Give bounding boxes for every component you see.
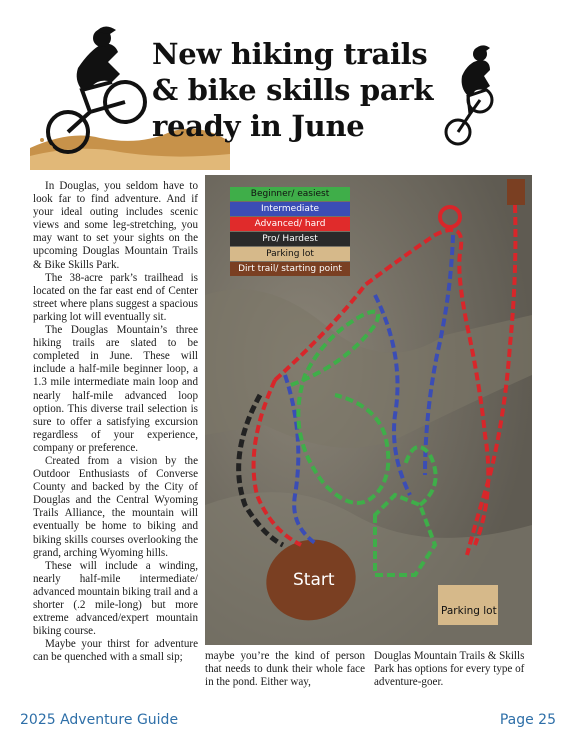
start-label: Start <box>293 570 335 590</box>
paragraph: Created from a vision by the Outdoor Enthusiasts of Converse County and backed by the City of Douglas and the Central Wyoming Trails Alliance, the mountain will eventually be home to biking and biking skills courses overlooking the grand, arching Wyoming hills. <box>33 454 198 559</box>
legend-item-parking: Parking lot <box>230 247 350 261</box>
paragraph: The Douglas Mountain’s three hiking trails are slated to be completed in June. These will include a half-mile beginner loop, a 1.3 mile intermediate main loop and nearly half-mile advanced loop option. This diverse trail selection is sure to offer a satisfying excursion regardless of your experience, company or preference. <box>33 324 198 454</box>
paragraph: These will include a winding, nearly half-mile intermediate/ advanced mountain biking trail and a shorter (.2 mile-long) but more extreme advanced/expert mountain biking course. <box>33 559 198 638</box>
footer-publication-name: 2025 Adventure Guide <box>20 712 179 728</box>
article-column-2-continuation: maybe you’re the kind of person that needs to dunk their whole face in the pond. Either way, <box>205 650 365 689</box>
trail-map <box>205 175 532 645</box>
map-caption: Douglas Mountain Trails & Skills Park has options for every type of adventure-goer. <box>374 650 525 689</box>
paragraph: In Douglas, you seldom have to look far to find adventure. And if your ideal outing includes scenic views and some leg-stretching, you may want to set your sights on the upcoming Douglas Mountain Trails & Bike Skills Park. <box>33 180 198 271</box>
paragraph: Maybe your thirst for adventure can be quenched with a small sip; <box>33 638 198 664</box>
map-legend <box>230 187 350 277</box>
legend-item-dirt-trail: Dirt trail/ starting point <box>230 262 350 276</box>
legend-item-beginner: Beginner/ easiest <box>230 187 350 201</box>
parking-lot-label: Parking lot <box>441 605 497 617</box>
paragraph: The 38-acre park’s trailhead is located on the far east end of Center street where plans suggest a spacious parking lot will eventually sit. <box>33 271 198 323</box>
legend-item-advanced: Advanced/ hard <box>230 217 350 231</box>
article-column-1 <box>33 180 198 664</box>
footer-page-number: Page 25 <box>499 712 556 728</box>
legend-item-intermediate: Intermediate <box>230 202 350 216</box>
headline: New hiking trails & bike skills park ready in June <box>152 37 434 143</box>
legend-item-pro: Pro/ Hardest <box>230 232 350 246</box>
